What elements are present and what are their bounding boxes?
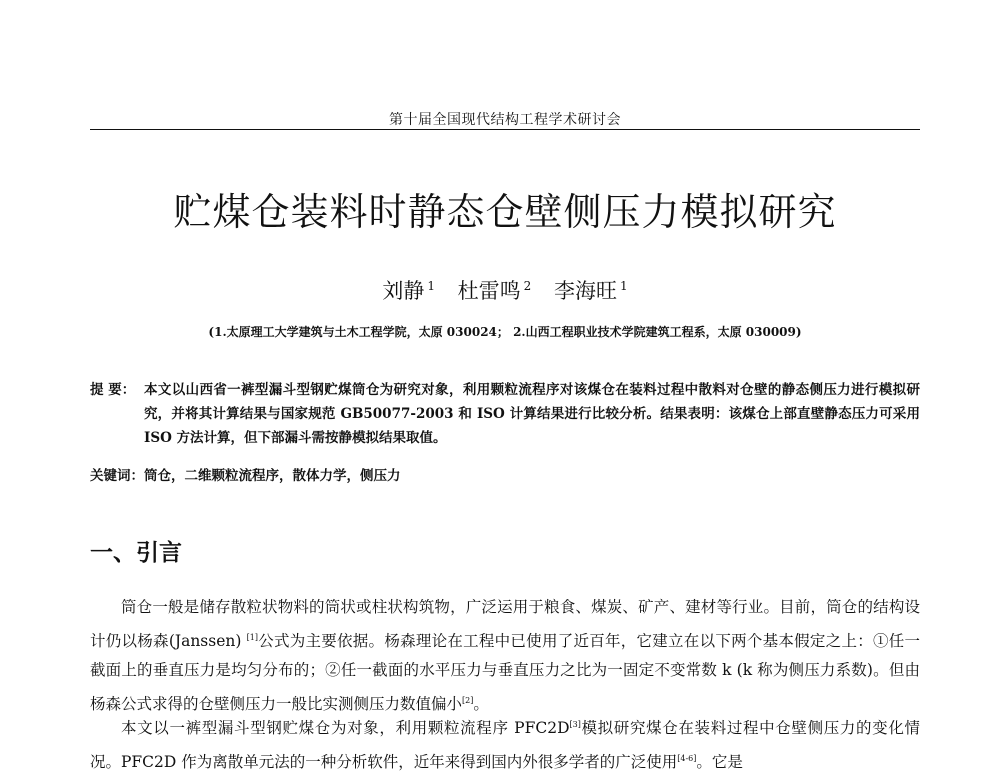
body-paragraph <box>90 593 920 719</box>
keywords-label: 关键词： <box>90 468 144 484</box>
paragraph-text: 公式为主要依据。杨森理论在工程中已使用了近百年，它建立在以下两个基本假定之上：①任一截面上的垂直压力是均匀分布的；②任一截面的水平压力与垂直压力之比为一固定不变常数 k (k 称为侧压力系数)。但由杨森公式求得的仓壁侧压力一般比实测侧压力数值偏小 <box>90 631 920 713</box>
author <box>458 279 532 303</box>
author <box>554 279 628 303</box>
section-heading: 一、引言 <box>90 540 182 566</box>
abstract <box>90 378 920 450</box>
running-header: 第十届全国现代结构工程学术研讨会 <box>389 112 621 128</box>
paragraph-text: 本文以一裤型漏斗型钢贮煤仓为对象，利用颗粒流程序 PFC2D <box>121 719 570 738</box>
paragraph-text: 模拟研究煤仓在装料过程中仓壁侧压力的变化情况。PFC2D 作为离散单元法的一种分析软件，近年来得到国内外很多学者的广泛使用 <box>90 719 920 771</box>
author-name: 杜雷鸣 <box>457 279 521 303</box>
author-list <box>90 275 920 305</box>
paper-title: 贮煤仓装料时静态仓壁侧压力模拟研究 <box>173 190 837 234</box>
author-name: 刘静 <box>382 279 425 303</box>
author-name: 李海旺 <box>554 279 617 303</box>
keywords <box>90 464 920 484</box>
citation[interactable]: [2] <box>462 695 474 705</box>
author-affil-mark: 2 <box>523 279 532 293</box>
author-affil-mark: 1 <box>427 279 435 293</box>
citation[interactable]: [3] <box>569 720 581 729</box>
paragraph-text: 。它是 <box>696 752 743 771</box>
paragraph-text: 筒仓一般是储存散粒状物料的筒状或柱状构筑物，广泛运用于粮食、煤炭、矿产、建材等行业。目前，筒仓的结构设计仍以杨森(Janssen) <box>90 598 920 650</box>
paragraph-text: 。 <box>473 694 489 713</box>
affiliations: (1.太原理工大学建筑与土木工程学院，太原 030024； 2.山西工程职业技术学院建筑工程系，太原 030009) <box>208 325 802 339</box>
citation[interactable]: [1] <box>246 632 258 642</box>
keywords-text: 筒仓，二维颗粒流程序，散体力学，侧压力 <box>144 468 401 484</box>
abstract-text: 本文以山西省一裤型漏斗型钢贮煤筒仓为研究对象，利用颗粒流程序对该煤仓在装料过程中散料对仓壁的静态侧压力进行模拟研究，并将其计算结果与国家规范 GB50077-2003 和 ISO 计算结果进行比较分析。结果表明：该煤仓上部直壁静态压力可采用 ISO 方法计算，但下部漏斗需按静模拟结果取值。 <box>144 382 920 446</box>
body-paragraph <box>90 710 920 777</box>
author-affil-mark: 1 <box>620 279 628 293</box>
header-rule <box>90 129 920 130</box>
abstract-label: 提 要： <box>90 382 136 398</box>
citation[interactable]: [4-6] <box>677 753 697 763</box>
author <box>382 279 435 303</box>
